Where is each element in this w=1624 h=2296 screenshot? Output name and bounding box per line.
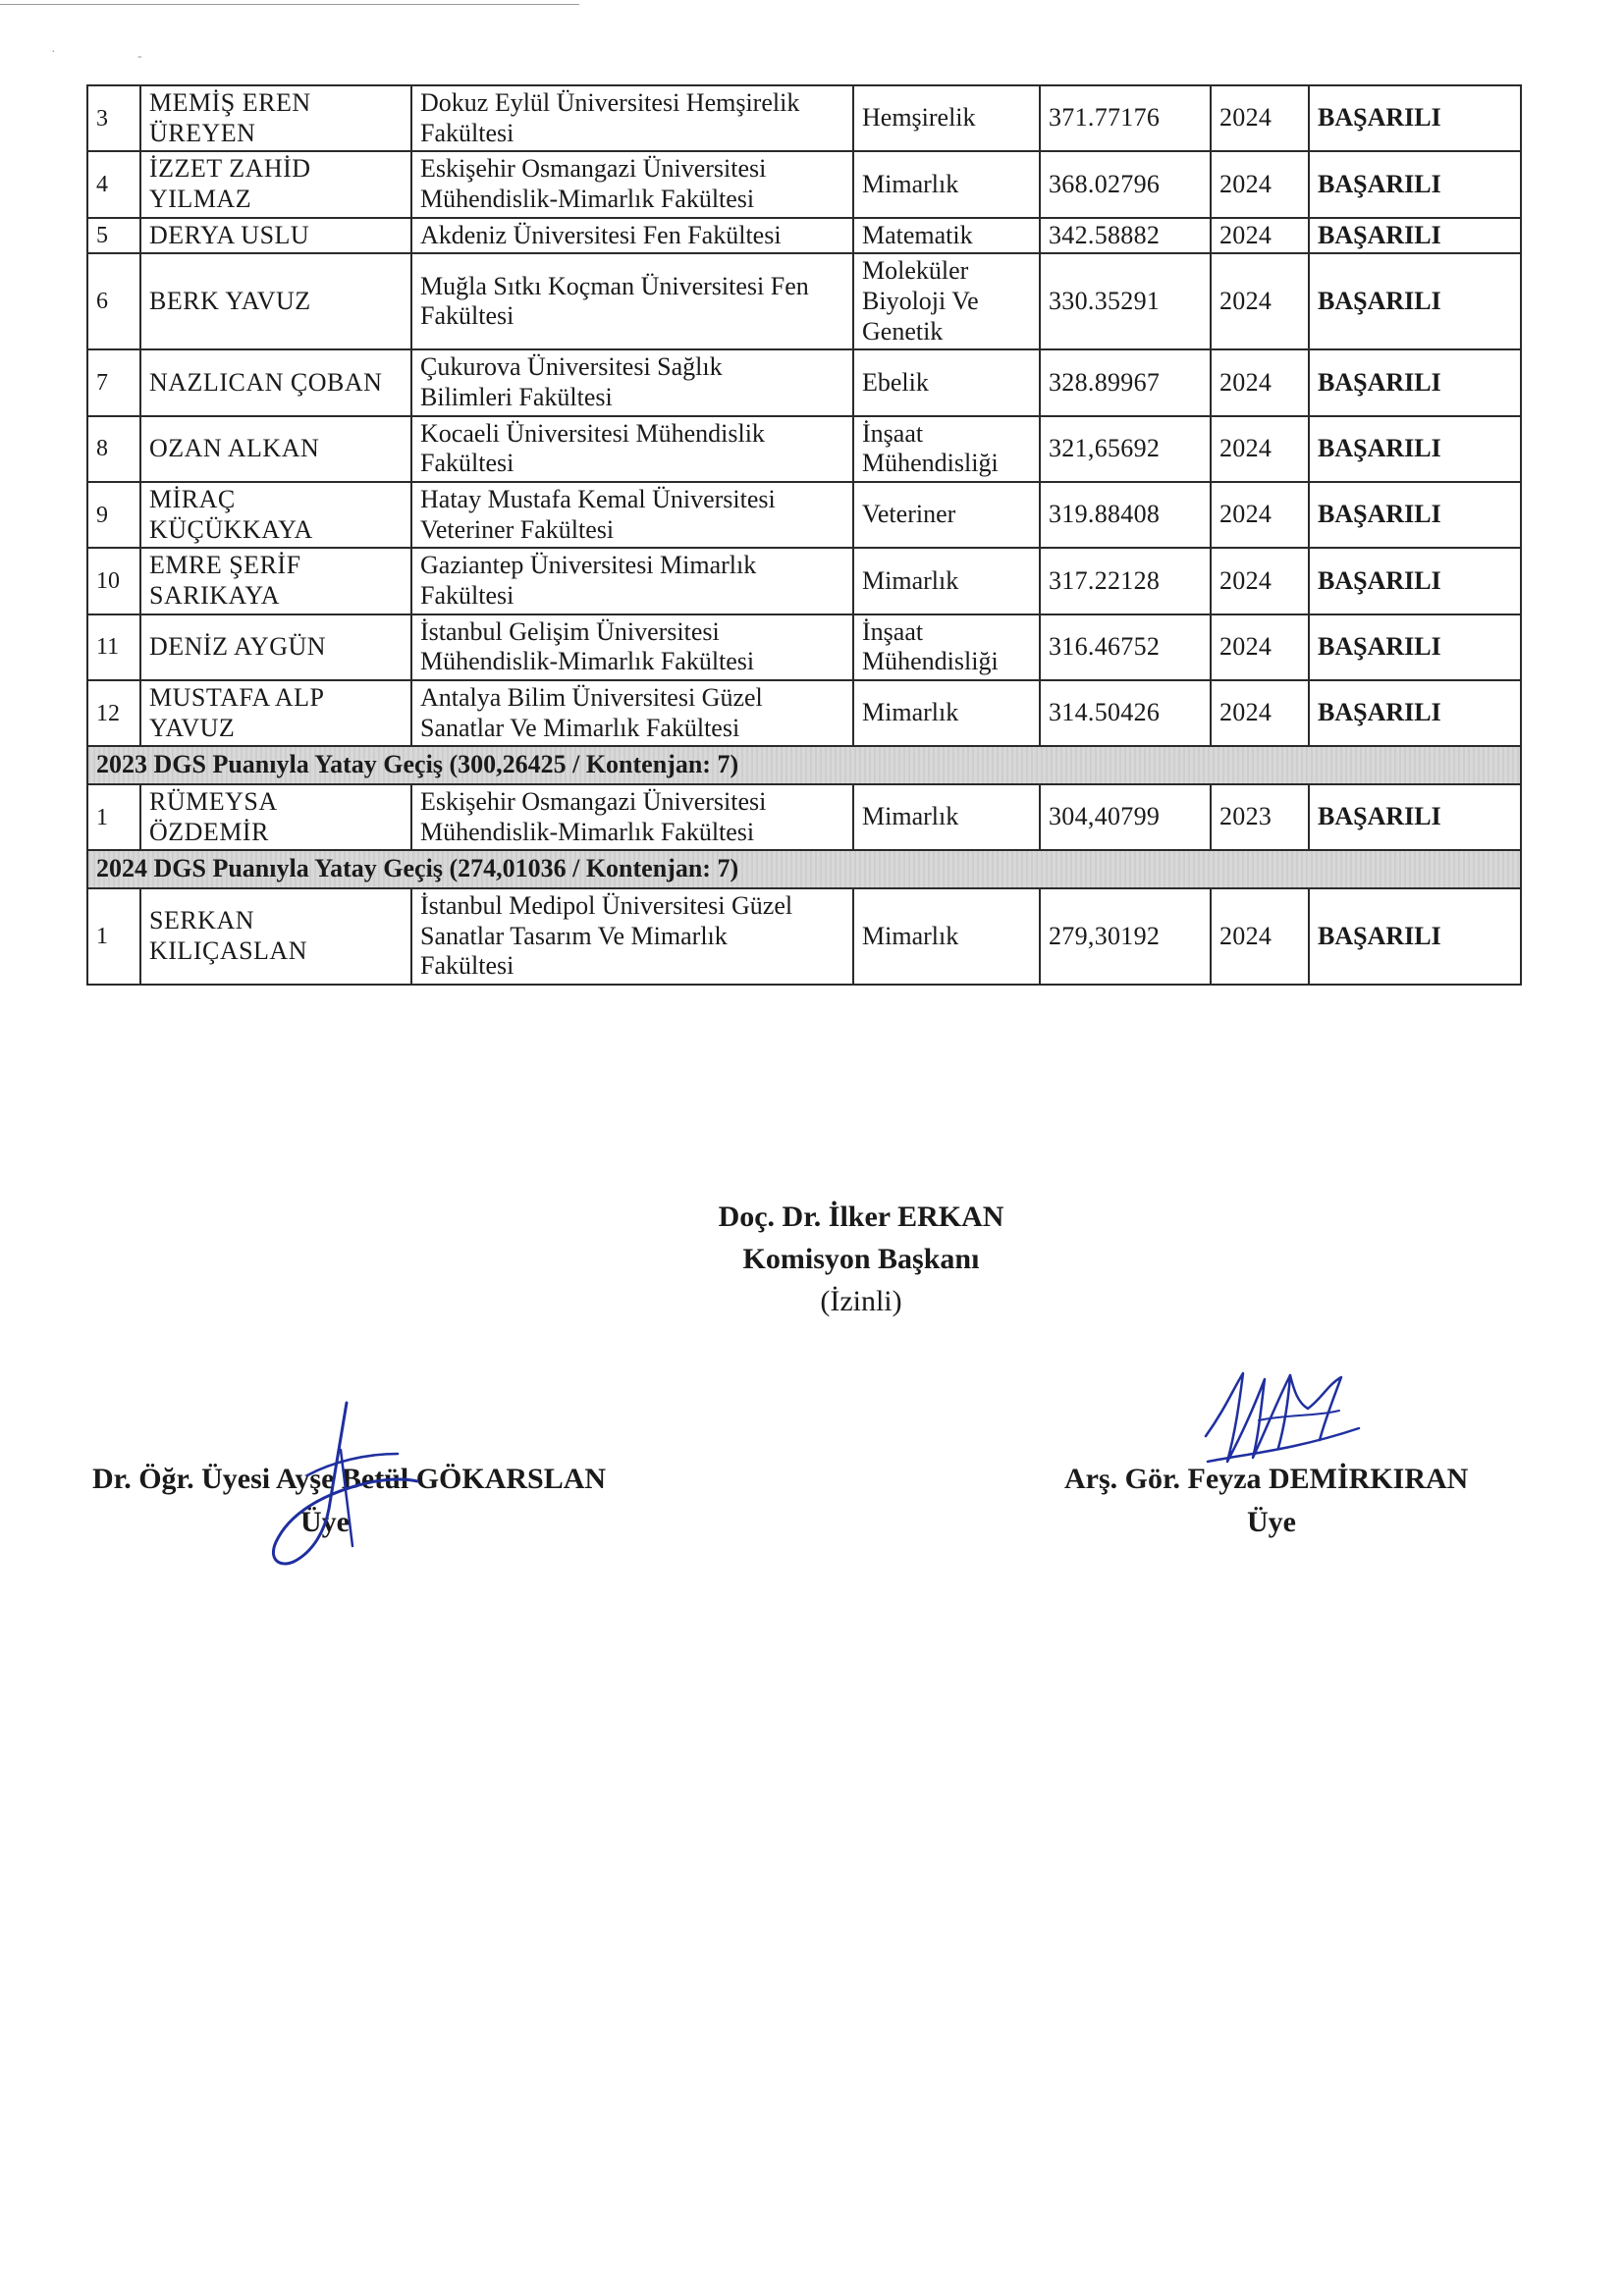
year-cell: 2024	[1211, 253, 1309, 349]
faculty-cell-line: Fakültesi	[420, 118, 514, 147]
year-cell: 2024	[1211, 482, 1309, 548]
student-name	[140, 614, 411, 680]
group-header-row	[87, 746, 1521, 784]
program-cell	[853, 614, 1040, 680]
faculty-cell-line: Fakültesi	[420, 449, 514, 478]
year-cell: 2024	[1211, 218, 1309, 254]
group-title-label: 2024 DGS Puanıyla Yatay Geçiş	[96, 854, 443, 883]
table-row	[87, 416, 1521, 482]
student-name	[140, 85, 411, 151]
faculty-cell	[411, 416, 853, 482]
program-cell	[853, 253, 1040, 349]
student-name-line: DENİZ AYGÜN	[149, 632, 327, 662]
status-cell: BAŞARILI	[1309, 253, 1521, 349]
program-cell-line: Mimarlık	[862, 169, 959, 198]
member-right-role: Üye	[1247, 1506, 1296, 1538]
year-cell: 2024	[1211, 85, 1309, 151]
chair-signature-block	[616, 1196, 1107, 1322]
row-number: 5	[87, 218, 140, 254]
student-name-line: SERKAN	[149, 906, 255, 935]
student-name-line: MİRAÇ	[149, 485, 236, 514]
program-cell	[853, 218, 1040, 254]
faculty-cell-line: Sanatlar Ve Mimarlık Fakültesi	[420, 713, 740, 742]
status-cell: BAŞARILI	[1309, 416, 1521, 482]
program-cell	[853, 416, 1040, 482]
year-cell: 2024	[1211, 680, 1309, 746]
table-row	[87, 614, 1521, 680]
results-table-body	[87, 85, 1521, 985]
faculty-cell	[411, 784, 853, 850]
faculty-cell-line: Muğla Sıtkı Koçman Üniversitesi Fen	[420, 271, 809, 300]
group-title	[87, 746, 1521, 784]
student-name-line: İZZET ZAHİD	[149, 154, 311, 184]
faculty-cell	[411, 548, 853, 614]
table-row	[87, 349, 1521, 415]
chair-note: (İzinli)	[820, 1285, 902, 1317]
program-cell-line: İnşaat	[862, 616, 924, 646]
faculty-cell-line: Fakültesi	[420, 301, 514, 331]
chair-role: Komisyon Başkanı	[742, 1243, 980, 1275]
year-cell: 2024	[1211, 416, 1309, 482]
status-cell: BAŞARILI	[1309, 85, 1521, 151]
faculty-cell	[411, 151, 853, 217]
group-title-detail: (300,26425 / Kontenjan: 7)	[449, 750, 739, 779]
student-name-line: KÜÇÜKKAYA	[149, 514, 313, 544]
scan-speck: -	[137, 49, 142, 64]
year-cell: 2024	[1211, 888, 1309, 985]
program-cell-line: Genetik	[862, 316, 944, 346]
student-name	[140, 416, 411, 482]
program-cell	[853, 548, 1040, 614]
faculty-cell-line: Çukurova Üniversitesi Sağlık	[420, 352, 723, 382]
status-cell: BAŞARILI	[1309, 482, 1521, 548]
row-number: 11	[87, 614, 140, 680]
program-cell-line: Mimarlık	[862, 921, 959, 950]
faculty-cell-line: Bilimleri Fakültesi	[420, 383, 613, 412]
student-name	[140, 680, 411, 746]
faculty-cell-line: Fakültesi	[420, 951, 514, 981]
program-cell-line: Veteriner	[862, 500, 956, 529]
results-table	[86, 84, 1522, 986]
group-title-detail: (274,01036 / Kontenjan: 7)	[449, 854, 739, 883]
student-name-line: YILMAZ	[149, 185, 252, 214]
faculty-cell-line: Akdeniz Üniversitesi Fen Fakültesi	[420, 220, 782, 249]
year-cell: 2024	[1211, 151, 1309, 217]
scan-speck: ·	[51, 45, 56, 60]
score-cell: 371.77176	[1040, 85, 1211, 151]
faculty-cell-line: Mühendislik-Mimarlık Fakültesi	[420, 817, 755, 846]
faculty-cell	[411, 482, 853, 548]
faculty-cell-line: Veteriner Fakültesi	[420, 514, 615, 544]
faculty-cell-line: İstanbul Medipol Üniversitesi Güzel	[420, 891, 793, 921]
student-name	[140, 253, 411, 349]
faculty-cell-line: Hatay Mustafa Kemal Üniversitesi	[420, 485, 776, 514]
student-name-line: OZAN ALKAN	[149, 434, 320, 463]
student-name-line: MUSTAFA ALP	[149, 683, 325, 713]
program-cell-line: Hemşirelik	[862, 103, 976, 133]
status-cell: BAŞARILI	[1309, 680, 1521, 746]
program-cell	[853, 888, 1040, 985]
program-cell-line: Mimarlık	[862, 565, 959, 595]
faculty-cell-line: Gaziantep Üniversitesi Mimarlık	[420, 551, 757, 580]
year-cell: 2024	[1211, 349, 1309, 415]
score-cell: 279,30192	[1040, 888, 1211, 985]
student-name	[140, 218, 411, 254]
student-name-line: MEMİŞ EREN	[149, 88, 311, 117]
table-row	[87, 888, 1521, 985]
program-cell-line: İnşaat	[862, 418, 924, 448]
program-cell	[853, 482, 1040, 548]
table-row	[87, 482, 1521, 548]
row-number: 7	[87, 349, 140, 415]
faculty-cell-line: Antalya Bilim Üniversitesi Güzel	[420, 683, 763, 713]
row-number: 6	[87, 253, 140, 349]
student-name-line: RÜMEYSA	[149, 787, 278, 817]
program-cell	[853, 349, 1040, 415]
row-number: 1	[87, 888, 140, 985]
faculty-cell	[411, 680, 853, 746]
chair-name: Doç. Dr. İlker ERKAN	[718, 1201, 1004, 1233]
program-cell-line: Mimarlık	[862, 802, 959, 831]
student-name-line: DERYA USLU	[149, 220, 310, 249]
faculty-cell	[411, 85, 853, 151]
row-number: 3	[87, 85, 140, 151]
row-number: 8	[87, 416, 140, 482]
faculty-cell-line: İstanbul Gelişim Üniversitesi	[420, 616, 720, 646]
status-cell: BAŞARILI	[1309, 548, 1521, 614]
faculty-cell-line: Sanatlar Tasarım Ve Mimarlık	[420, 921, 728, 950]
student-name	[140, 151, 411, 217]
group-header-row	[87, 850, 1521, 888]
score-cell: 304,40799	[1040, 784, 1211, 850]
faculty-cell	[411, 349, 853, 415]
program-cell	[853, 680, 1040, 746]
member-left-role: Üye	[300, 1506, 350, 1538]
faculty-cell-line: Mühendislik-Mimarlık Fakültesi	[420, 185, 755, 214]
year-cell: 2024	[1211, 548, 1309, 614]
score-cell: 316.46752	[1040, 614, 1211, 680]
score-cell: 314.50426	[1040, 680, 1211, 746]
member-left-name: Dr. Öğr. Üyesi Ayşe Betül GÖKARSLAN	[92, 1463, 607, 1495]
row-number: 1	[87, 784, 140, 850]
row-number: 9	[87, 482, 140, 548]
score-cell: 321,65692	[1040, 416, 1211, 482]
status-cell: BAŞARILI	[1309, 614, 1521, 680]
student-name-line: BERK YAVUZ	[149, 287, 311, 316]
student-name	[140, 482, 411, 548]
member-right-name: Arş. Gör. Feyza DEMİRKIRAN	[1064, 1463, 1469, 1495]
member-left-handwritten-signature	[250, 1399, 427, 1575]
faculty-cell	[411, 253, 853, 349]
student-name-line: SARIKAYA	[149, 581, 281, 611]
program-cell	[853, 151, 1040, 217]
student-name	[140, 548, 411, 614]
student-name-line: KILIÇASLAN	[149, 936, 307, 966]
table-row	[87, 784, 1521, 850]
program-cell-line: Matematik	[862, 220, 973, 249]
program-cell-line: Moleküler	[862, 256, 969, 286]
program-cell-line: Ebelik	[862, 367, 929, 397]
student-name-line: ÜREYEN	[149, 118, 256, 147]
row-number: 12	[87, 680, 140, 746]
student-name-line: NAZLICAN ÇOBAN	[149, 367, 383, 397]
page-top-rule	[0, 4, 579, 5]
year-cell: 2024	[1211, 614, 1309, 680]
faculty-cell-line: Kocaeli Üniversitesi Mühendislik	[420, 418, 765, 448]
member-right-handwritten-signature	[1200, 1360, 1377, 1497]
program-cell	[853, 85, 1040, 151]
faculty-cell	[411, 614, 853, 680]
year-cell: 2023	[1211, 784, 1309, 850]
faculty-cell	[411, 888, 853, 985]
row-number: 4	[87, 151, 140, 217]
student-name	[140, 349, 411, 415]
faculty-cell	[411, 218, 853, 254]
status-cell: BAŞARILI	[1309, 218, 1521, 254]
faculty-cell-line: Fakültesi	[420, 581, 514, 611]
program-cell-line: Mühendisliği	[862, 449, 999, 478]
table-row	[87, 151, 1521, 217]
table-row	[87, 548, 1521, 614]
table-row	[87, 218, 1521, 254]
row-number: 10	[87, 548, 140, 614]
score-cell: 368.02796	[1040, 151, 1211, 217]
status-cell: BAŞARILI	[1309, 888, 1521, 985]
status-cell: BAŞARILI	[1309, 784, 1521, 850]
student-name	[140, 784, 411, 850]
student-name-line: EMRE ŞERİF	[149, 551, 301, 580]
faculty-cell-line: Eskişehir Osmangazi Üniversitesi	[420, 787, 767, 817]
score-cell: 319.88408	[1040, 482, 1211, 548]
group-title-label: 2023 DGS Puanıyla Yatay Geçiş	[96, 750, 443, 779]
score-cell: 330.35291	[1040, 253, 1211, 349]
table-row	[87, 680, 1521, 746]
table-row	[87, 85, 1521, 151]
faculty-cell-line: Eskişehir Osmangazi Üniversitesi	[420, 154, 767, 184]
table-row	[87, 253, 1521, 349]
score-cell: 328.89967	[1040, 349, 1211, 415]
program-cell-line: Mühendisliği	[862, 647, 999, 676]
student-name-line: ÖZDEMİR	[149, 817, 269, 846]
score-cell: 317.22128	[1040, 548, 1211, 614]
faculty-cell-line: Dokuz Eylül Üniversitesi Hemşirelik	[420, 88, 800, 117]
score-cell: 342.58882	[1040, 218, 1211, 254]
student-name-line: YAVUZ	[149, 713, 236, 742]
faculty-cell-line: Mühendislik-Mimarlık Fakültesi	[420, 647, 755, 676]
program-cell-line: Mimarlık	[862, 698, 959, 727]
group-title	[87, 850, 1521, 888]
program-cell-line: Biyoloji Ve	[862, 287, 979, 316]
status-cell: BAŞARILI	[1309, 151, 1521, 217]
program-cell	[853, 784, 1040, 850]
student-name	[140, 888, 411, 985]
status-cell: BAŞARILI	[1309, 349, 1521, 415]
